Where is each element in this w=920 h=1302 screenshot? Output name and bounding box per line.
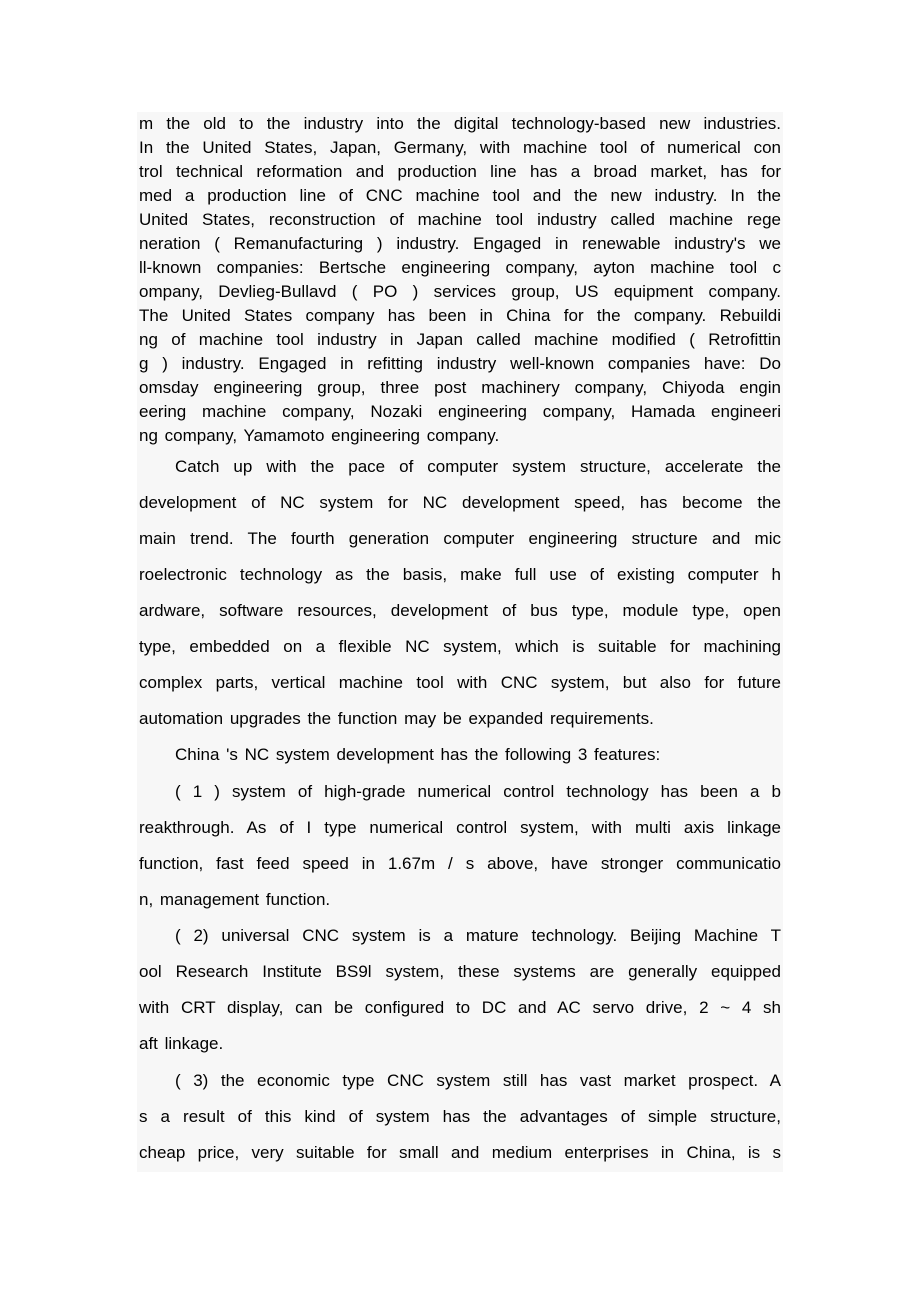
text-line: Catch up with the pace of computer system structure, accelerate the [175, 457, 781, 476]
text-line: omsday engineering group, three post machinery company, Chiyoda engin [139, 378, 781, 397]
document-text-block [137, 112, 783, 1172]
text-line: aft linkage. [139, 1034, 224, 1053]
text-line: ardware, software resources, development of bus type, module type, open [139, 601, 781, 620]
text-line: with CRT display, can be configured to DC and AC servo drive, 2 ~ 4 sh [139, 998, 781, 1017]
text-line: g ) industry. Engaged in refitting industry well-known companies have: Do [139, 354, 781, 373]
text-line: reakthrough. As of I type numerical control system, with multi axis linkage [139, 818, 781, 837]
text-line: The United States company has been in China for the company. Rebuildi [139, 306, 781, 325]
text-line: ng company, Yamamoto engineering company. [139, 426, 500, 445]
text-line: roelectronic technology as the basis, make full use of existing computer h [139, 565, 781, 584]
text-line: ompany, Devlieg-Bullavd ( PO ) services group, US equipment company. [139, 282, 781, 301]
text-line: ( 2) universal CNC system is a mature technology. Beijing Machine T [175, 926, 781, 945]
text-line: China 's NC system development has the following 3 features: [175, 745, 661, 764]
text-line: In the United States, Japan, Germany, with machine tool of numerical con [139, 138, 781, 157]
text-line: ( 1 ) system of high-grade numerical control technology has been a b [175, 782, 781, 801]
text-line: m the old to the industry into the digital technology-based new industries. [139, 114, 781, 133]
text-line: type, embedded on a flexible NC system, which is suitable for machining [139, 637, 781, 656]
text-line: eering machine company, Nozaki engineering company, Hamada engineeri [139, 402, 781, 421]
text-line: ool Research Institute BS9l system, these systems are generally equipped [139, 962, 781, 981]
text-line: United States, reconstruction of machine tool industry called machine rege [139, 210, 781, 229]
text-line: automation upgrades the function may be expanded requirements. [139, 709, 654, 728]
text-line: function, fast feed speed in 1.67m / s above, have stronger communicatio [139, 854, 781, 873]
text-line: complex parts, vertical machine tool with CNC system, but also for future [139, 673, 781, 692]
text-line: neration ( Remanufacturing ) industry. Engaged in renewable industry's we [139, 234, 781, 253]
text-line: trol technical reformation and production line has a broad market, has for [139, 162, 781, 181]
text-line: med a production line of CNC machine tool and the new industry. In the [139, 186, 781, 205]
text-line: cheap price, very suitable for small and medium enterprises in China, is s [139, 1143, 781, 1162]
text-line: development of NC system for NC development speed, has become the [139, 493, 781, 512]
text-line: ng of machine tool industry in Japan called machine modified ( Retrofittin [139, 330, 781, 349]
text-line: n, management function. [139, 890, 331, 909]
text-line: ( 3) the economic type CNC system still has vast market prospect. A [175, 1071, 781, 1090]
text-line: s a result of this kind of system has the advantages of simple structure, [139, 1107, 781, 1126]
text-line: ll-known companies: Bertsche engineering company, ayton machine tool c [139, 258, 781, 277]
text-line: main trend. The fourth generation computer engineering structure and mic [139, 529, 781, 548]
